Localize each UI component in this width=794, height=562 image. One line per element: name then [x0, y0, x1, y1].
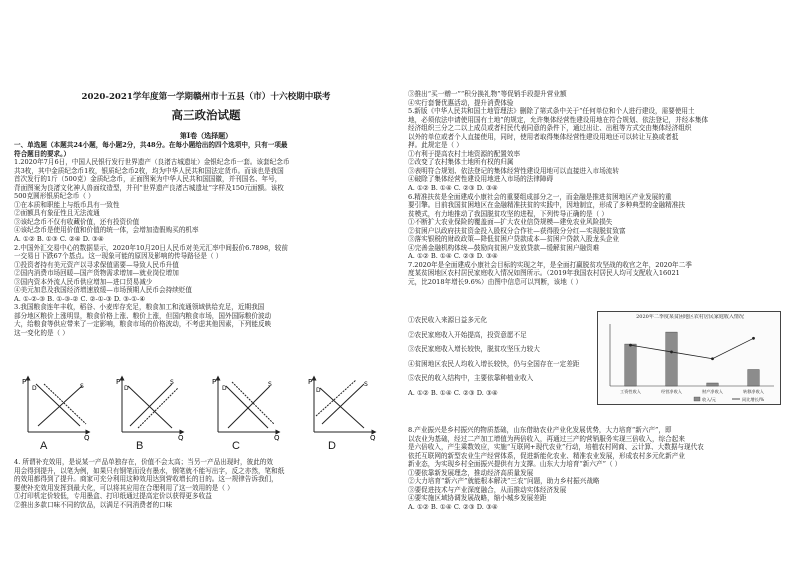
- question-8: [408, 426, 784, 511]
- question-line: 7.2020年是全面建成小康社会目标的实现之年，是全面打赢脱贫攻坚战的收官之年，2020年二季: [408, 260, 692, 269]
- graphs-svg: [14, 374, 398, 454]
- instruction-line: 一、单选题（本题共24小题，每小题2分，共48分。在每小题给出的四个选项中，只有一项最: [14, 141, 288, 149]
- question-line: 贫模式，有力地推动了我国脱贫攻坚的进程，下列传导正确的是（ ）: [408, 209, 608, 218]
- svg-text:S: S: [364, 381, 368, 388]
- question-line: 1.2020年7月6日，中国人民银行发行世界遗产（良渚古城遗址）金银纪念币一套。该套纪念币: [14, 158, 290, 167]
- question-line: 背面图案为良渚文化神人兽面纹造型，并刊“世界遗产良渚古城遗址”字样及150元面额。该枚: [14, 183, 284, 192]
- answer-choices: A. ①-②-③ B. ①-③-② C. ②-①-③ D. ③-①-④: [14, 294, 146, 303]
- question-line: 2.中国外汇交易中心的数据显示，2020年10月20日人民币对美元汇率中间报价6.7898，较前: [14, 243, 288, 252]
- option-line: ④破除了集体经营性建设用地进入市场的法律障碍: [408, 175, 554, 184]
- question-7-options: [408, 316, 594, 397]
- legend-growth-label: 同比增长/%: [742, 397, 765, 402]
- option-line: ②面额具有象征性且无法流通: [14, 209, 100, 218]
- question-line: 依托互联网的新型农业生产经营体系，促进新能化农业、精准农业发展，形成农村多元化新产业: [408, 451, 685, 460]
- option-line: ②国内消费市场回暖—国产货物需求增加—就业岗位增加: [14, 269, 179, 278]
- question-line: 的效用都得到了提升。商家可充分利用这种效用达到营收增长的目的。这一规律告诉我们，: [14, 475, 278, 484]
- svg-text:P: P: [308, 378, 313, 386]
- option-line: ②改变了农村集体土地所有权的归属: [408, 158, 514, 167]
- option-line: ③要促进技术与产业深度融合，从而推动实体经济发展: [408, 485, 567, 494]
- question-line: 3.我国粮食连年丰收，稻谷、小麦库存充足，粮食加工和流通领域供给充足，近期我国: [14, 303, 265, 312]
- question-line: 一交易日下跌67个基点。这一现象可能的原因及影响的传导路径是（ ）: [14, 252, 223, 261]
- question-line: 4. 所谓补充效用，是说某一产品单独存在，价值不会太高；当另一产品出现时，彼此的效: [14, 458, 273, 466]
- svg-text:D: D: [32, 385, 37, 392]
- chart-bar: [748, 370, 759, 386]
- chart-title: 2020年二季度某贫困地区农村居民家庭收入情况: [636, 314, 744, 320]
- question-line: 大，给粮食等供应带来了一定影响，粮食市场的价格波动，不考虑其他因素，下列能反映: [14, 320, 272, 329]
- svg-text:P: P: [212, 378, 217, 386]
- question-line: 新业态，为实现乡村全面振兴提供有力支撑。山东大力培育“新六产”（ ）: [408, 460, 622, 469]
- left-column-text: [14, 141, 398, 338]
- option-line: ③该纪念币不仅有收藏价值，还有投资价值: [14, 217, 140, 226]
- svg-text:P: P: [116, 378, 121, 386]
- graph-c: [212, 378, 280, 442]
- question-line: 以农业为基础，经过二产加工增值为两倍收入，再通过三产的营销服务实现三倍收入，综合起来: [408, 434, 685, 443]
- instruction-line: 符合题目的要求。）: [14, 149, 71, 158]
- svg-text:S: S: [170, 379, 174, 386]
- option-line: ③国内资本外流人民币供应增加—进口贸易减少: [14, 277, 153, 286]
- growth-point: [711, 357, 714, 360]
- svg-text:Q: Q: [370, 434, 376, 442]
- option-line: ④完善金融机构体统—鼓励向贫困户发放贷款—缓解贫困户融资难: [408, 243, 600, 252]
- chart-svg: [598, 312, 782, 406]
- graph-a: [22, 378, 90, 442]
- chart-bar: [666, 332, 677, 386]
- graph-label-a: A: [40, 440, 48, 452]
- question-line: 是六倍收入，产生乘数效应，实施“互联网+现代农业”行动，培植农村网商、云计算、大数据与现代农: [408, 443, 704, 452]
- answer-choices: A. ①② B. ①③ C. ②④ D. ③④: [14, 235, 104, 244]
- option-line: ④贫困地区农民人均收入增长较快，仍与全国存在一定差距: [408, 359, 580, 368]
- option-line: ④美元加息及我国经济增速放缓—市场预期人民币会持续贬值: [14, 286, 193, 295]
- question-line: 6.精准扶贫是全面建成小康社会的重要组成部分之一，而金融是推进贫困地区产业发展的重: [408, 192, 672, 201]
- question-line: 地，必须依法申请使用国有土地”的规定，允许集体经营性建设用地在符合规划、依法登记，并经本集体: [408, 115, 709, 124]
- option-line: ②贫困户以政府扶贫资金投入股权分合作社—获得股分分红—实现脱贫致富: [408, 226, 626, 235]
- option-line: ③表明符合规划、依法登记的集体经营性建设用地可以直接进入市场流转: [408, 166, 619, 175]
- graph-label-b: B: [136, 440, 144, 452]
- option-line: ①在本质和职能上与纸币具有一致性: [14, 200, 120, 209]
- growth-point: [670, 351, 673, 354]
- supply-demand-graphs: [14, 374, 398, 454]
- option-line: ④实行套餐优惠活动，提升消费体验: [408, 98, 514, 107]
- svg-text:D: D: [222, 385, 227, 392]
- question-line: 这一变化的是（ ）: [14, 329, 69, 338]
- question-line: 要使补充效用发挥到最大化，可以将其应用在合理利用了这一效用的是（ ）: [14, 483, 234, 492]
- option-line: ③推出“买一赠一”“积分换礼物”等促销手段提升营业额: [408, 90, 567, 98]
- svg-text:S: S: [268, 381, 272, 388]
- option-line: ②农民家庭收入开始提高，投资意愿不足: [408, 330, 527, 339]
- graph-d: [308, 378, 376, 442]
- option-line: ③农民家庭收入增长较快，脱贫攻坚压力较大: [408, 345, 540, 354]
- option-line: ②大力培育“新六产”就能根本解决“三农”问题，助力乡村振兴战略: [408, 477, 600, 486]
- svg-text:Q: Q: [274, 434, 280, 442]
- question-line: 首次发行的1斤（500克）金质纪念币，正面图案为中华人民共和国国徽，并刊国名、年号，: [14, 175, 282, 184]
- chart-category-label: 经营净收入: [661, 389, 682, 394]
- graph-label-d: D: [328, 440, 336, 452]
- question-line: 以外的单位或者个人直接使用，同时，使用者取得集体经营性建设用地还可以转让互换或者抵: [408, 132, 679, 141]
- question-line: 5.新版《中华人民共和国土地管理法》删除了第式条中关于“任何单位和个人进行建设，需要使用土: [408, 107, 695, 116]
- question-line: 要引擎。目前我国贫困地区在金融精准扶贫的实践中，因地制宜，形成了多种典型的金融精准扶: [408, 201, 685, 210]
- option-line: ①要依靠新发展理念，推动经济高质量发展: [408, 468, 534, 477]
- growth-point: [752, 337, 755, 340]
- question-line: 元，比2018年增长9.6%）由图中信息可以判断，该地（ ）: [408, 278, 583, 287]
- question-line: 共3枚，其中金质纪念币1枚，银质纪念币2枚，均为中华人民共和国法定货币。而该也是我国: [14, 166, 284, 175]
- question-4: [14, 458, 398, 509]
- question-line: 经济组织三分之二以上成员或者村民代表同意的条件下，通过出让、出租等方式交由集体经济组织: [408, 124, 692, 133]
- svg-text:D: D: [316, 387, 321, 394]
- question-line: 押。此规定是（ ）: [408, 141, 463, 150]
- graph-b: [116, 378, 184, 442]
- question-line: 8.产业振兴是乡村振兴的物质基础，山东借助农业产业化发展优势，大力培育“新六产”，即: [408, 426, 672, 434]
- question-line: 度某贫困地区农村居民家庭收入情况如图所示。（2019年我国农村居民人均可支配收入16021: [408, 269, 680, 278]
- section-title: 第Ⅰ卷（选择题）: [179, 131, 233, 140]
- chart-bar: [707, 383, 718, 386]
- option-line: ②推出多款口味不同的饮品，以满足不同消费者的口味: [14, 500, 173, 509]
- legend-bar-swatch: [694, 397, 700, 401]
- growth-line: [631, 338, 754, 358]
- question-line: 用会得到提升，以笔为例，如果只有钢笔而没有墨水，钢笔就不能写出字，反之亦然，笔和纸: [14, 466, 285, 475]
- option-line: ①不断扩大农业保险的覆盖面—扩大农业信贷规模—建免农业风险损失: [408, 218, 613, 227]
- option-line: ④该纪念币是使用价值和价值的统一体，会增加造假购买的机率: [14, 226, 199, 235]
- option-line: ④要实施区域协调发展战略，缩小城乡发展差距: [408, 494, 547, 503]
- legend-income-label: 收入/元: [702, 397, 716, 402]
- exam-subject-title: 高三政治试题: [171, 108, 241, 122]
- question-line: 500克圆形银质纪念币（ ）: [14, 192, 95, 201]
- chart-category-label: 工资性收入: [620, 389, 641, 394]
- answer-choices: A. ①② B. ①④ C. ②③ D. ③④: [408, 388, 498, 397]
- answer-choices: A. ①② B. ①④ C. ②③ D. ③④: [408, 252, 498, 261]
- right-column-text: [408, 90, 784, 287]
- question-line: 部分地区粮价上涨明显，粮食价格上涨、粮价上涨，但国内粮食市场，国外国际粮价波动: [14, 311, 272, 320]
- option-line: ①投资者持有美元资产以寻求保值需要—导致人民币升值: [14, 260, 179, 269]
- graph-label-c: C: [232, 440, 240, 452]
- svg-text:Q: Q: [84, 434, 90, 442]
- chart-category-label: 转移净收入: [743, 389, 764, 394]
- growth-point: [629, 344, 632, 347]
- svg-text:P: P: [22, 378, 27, 386]
- answer-choices: A. ①② B. ①④ C. ②③ D. ③④: [408, 184, 498, 193]
- exam-title: 2020-2021学年度第一学期赣州市十五县（市）十六校期中联考: [81, 92, 331, 102]
- answer-choices: A. ①② B. ①④ C. ②③ D. ③④: [408, 502, 498, 511]
- option-line: ①打印机定价较低，专用墨盒、打印纸通过提高定价以获得更多收益: [14, 492, 212, 501]
- chart-bar: [625, 344, 636, 386]
- svg-text:S: S: [80, 383, 84, 390]
- option-line: ③落实银税的财政政策—降低贫困户贷款成本—贫困户贷款入股龙头企业: [408, 235, 619, 244]
- income-chart: [597, 311, 781, 405]
- svg-text:D: D: [124, 385, 129, 392]
- chart-category-label: 财产净收入: [702, 389, 723, 394]
- option-line: ①有利于提高农村土地资源的配置效率: [408, 149, 521, 158]
- option-line: ⑤农民的收入结构中，主要依靠种植业收入: [408, 374, 534, 383]
- option-line: ①农民收入来源日益多元化: [408, 316, 488, 324]
- svg-text:Q: Q: [178, 434, 184, 442]
